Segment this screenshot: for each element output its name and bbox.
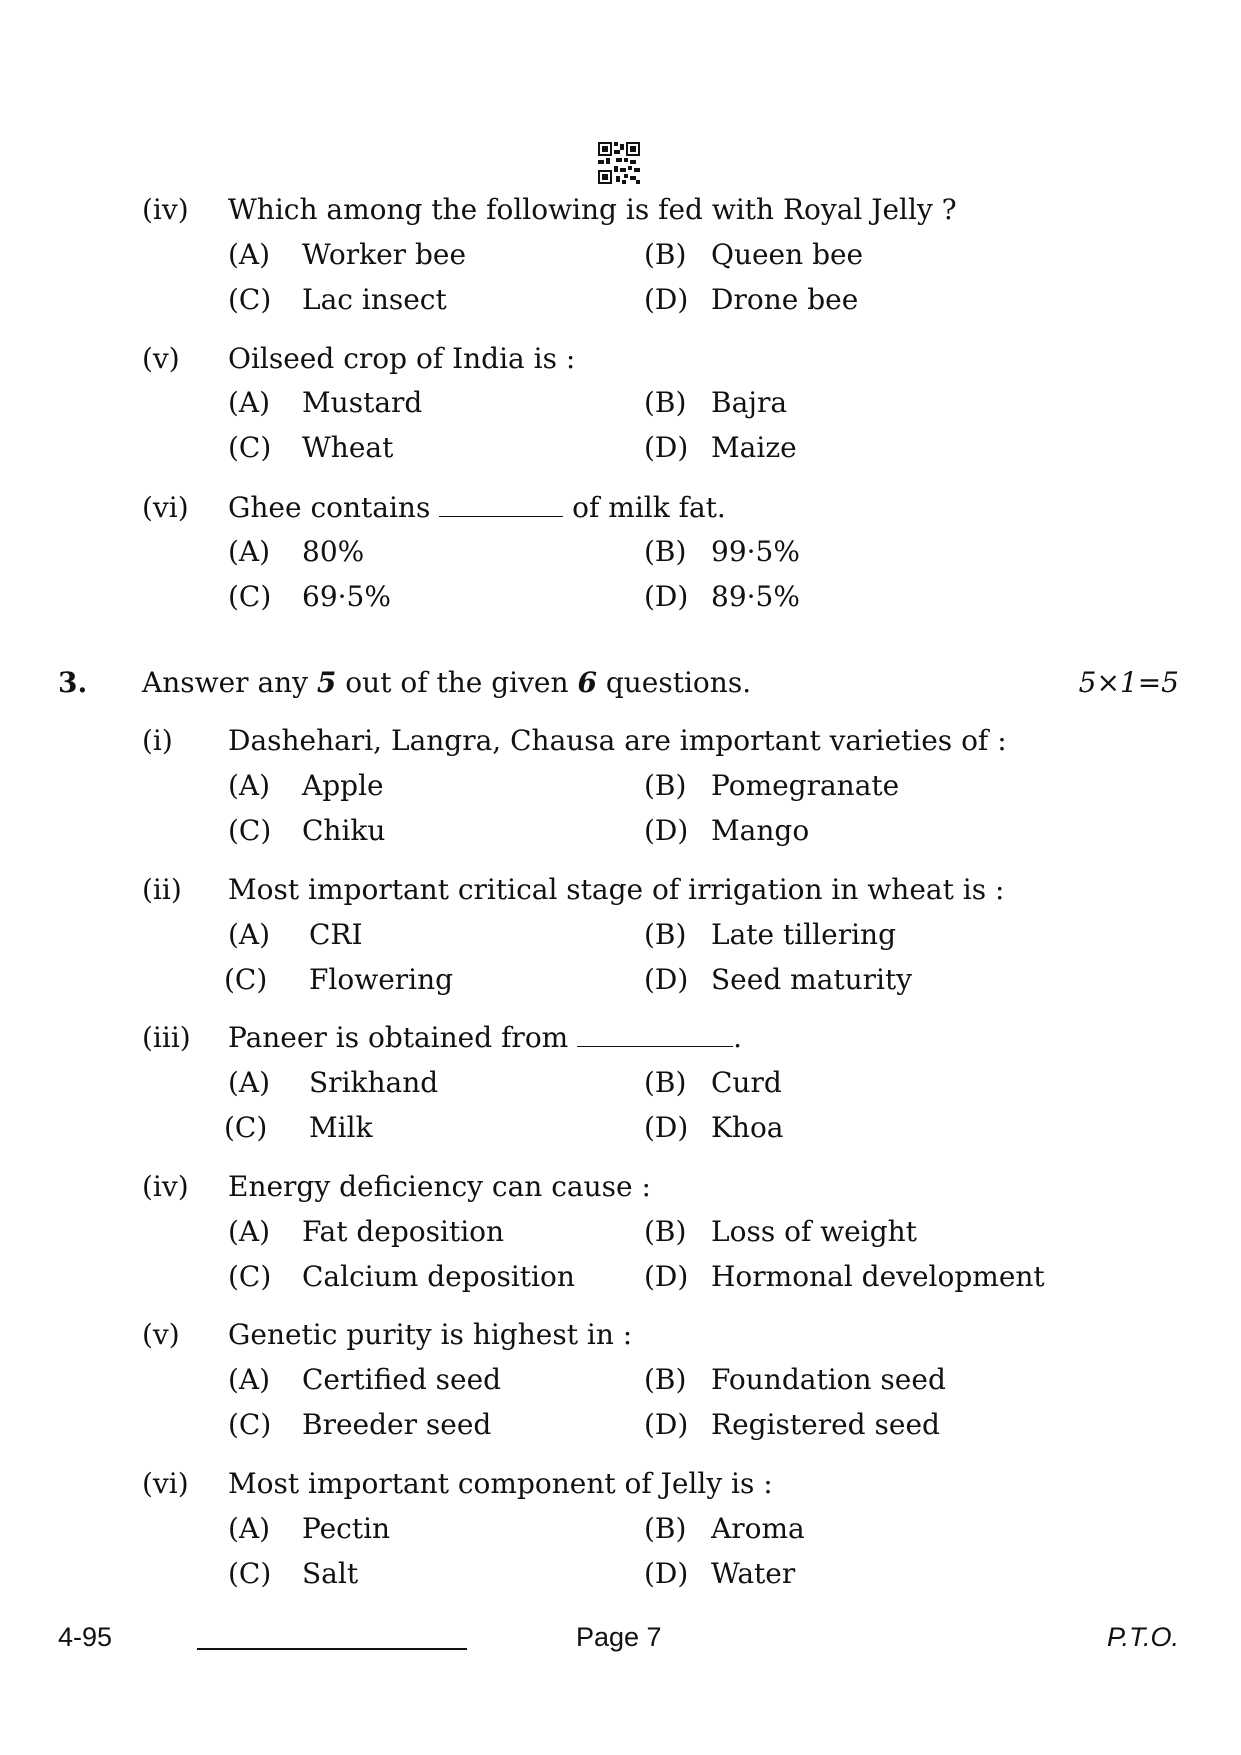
option-label: (A) [228,535,271,568]
option-text: Calcium deposition [302,1260,575,1293]
footer-divider [197,1648,467,1650]
question-number: (v) [142,1318,180,1351]
option-text: 99·5% [711,535,800,568]
answer-blank [577,1021,733,1047]
question-text: Most important component of Jelly is : [228,1467,773,1500]
option-text: Foundation seed [711,1363,946,1396]
question-number: (v) [142,342,180,375]
question-number: (iii) [142,1021,191,1054]
option-text: Milk [309,1111,373,1144]
option-label: (D) [644,963,689,996]
option-text: Worker bee [302,238,467,271]
question-text-before: Paneer is obtained from [228,1021,569,1055]
marks-part: 1=5 [1119,666,1179,699]
marks-part: 5 [1078,666,1097,699]
option-label: (A) [228,238,271,271]
question-text: Oilseed crop of India is : [228,342,576,375]
question-text [228,491,726,524]
option-label: (D) [644,431,689,464]
option-label: (A) [228,918,271,951]
option-label: (C) [228,1408,272,1441]
option-text: Srikhand [309,1066,439,1099]
option-label: (C) [228,283,272,316]
option-label: (A) [228,1215,271,1248]
option-text: Curd [711,1066,782,1099]
page-number: Page 7 [576,1622,662,1652]
option-label: (A) [228,1066,271,1099]
option-text: Salt [302,1557,359,1590]
paper-code: 4-95 [58,1622,113,1652]
option-label: (B) [644,918,687,951]
option-label: (D) [644,283,689,316]
option-label: (C) [228,814,272,847]
question-text-after: . [733,1021,743,1055]
question-text: Which among the following is fed with Royal Jelly ? [228,193,957,226]
option-label: (D) [644,814,689,847]
option-label: (C) [228,431,272,464]
option-text: Queen bee [711,238,864,271]
question-number: (vi) [142,1467,189,1500]
option-text: Hormonal development [711,1260,1045,1293]
option-text: Drone bee [711,283,859,316]
option-label: (B) [644,769,687,802]
option-label: (B) [644,386,687,419]
option-text: Khoa [711,1111,784,1144]
option-text: Aroma [711,1512,805,1545]
section-marks [1079,666,1179,699]
question-text-after: of milk fat. [572,491,726,525]
option-text: Certified seed [302,1363,502,1396]
option-label: (B) [644,1066,687,1099]
option-label: (A) [228,1512,271,1545]
instr-part: Answer any [142,666,308,699]
option-text: Wheat [302,431,394,464]
pto-label: P.T.O. [1106,1622,1179,1652]
option-label: (D) [644,1408,689,1441]
instr-count: 5 [316,666,337,699]
option-text: Bajra [711,386,788,419]
option-text: Lac insect [302,283,447,316]
option-text: Mustard [302,386,423,419]
option-label: (B) [644,1363,687,1396]
option-label: (D) [644,1260,689,1293]
option-label: (C) [224,963,268,996]
option-label: (C) [228,580,272,613]
option-label: (A) [228,1363,271,1396]
question-text: Genetic purity is highest in : [228,1318,633,1351]
option-label: (D) [644,580,689,613]
question-number: (i) [142,724,173,757]
question-text: Most important critical stage of irrigation in wheat is : [228,873,1005,906]
option-text: Loss of weight [711,1215,917,1248]
option-text: Registered seed [711,1408,940,1441]
option-label: (A) [228,769,271,802]
option-text: 69·5% [302,580,391,613]
option-text: Flowering [309,963,454,996]
question-text [228,1021,742,1054]
question-text-before: Ghee contains [228,491,431,525]
option-text: 89·5% [711,580,800,613]
option-text: Pectin [302,1512,391,1545]
option-text: Late tillering [711,918,896,951]
option-text: 80% [302,535,365,568]
question-number: (ii) [142,873,182,906]
option-text: Apple [302,769,384,802]
option-text: Mango [711,814,810,847]
option-label: (D) [644,1557,689,1590]
marks-times: × [1096,666,1120,699]
option-label: (B) [644,1215,687,1248]
option-label: (B) [644,1512,687,1545]
option-label: (B) [644,535,687,568]
option-text: CRI [309,918,363,951]
question-text: Energy deficiency can cause : [228,1170,651,1203]
instr-part: questions. [605,666,752,699]
option-label: (D) [644,1111,689,1144]
question-number: (iv) [142,1170,189,1203]
option-text: Maize [711,431,797,464]
instr-part: out of the given [345,666,569,699]
option-text: Breeder seed [302,1408,492,1441]
option-label: (B) [644,238,687,271]
option-text: Chiku [302,814,386,847]
section-instructions [142,666,751,699]
question-text: Dashehari, Langra, Chausa are important varieties of : [228,724,1007,757]
option-label: (C) [224,1111,268,1144]
option-text: Fat deposition [302,1215,505,1248]
option-label: (A) [228,386,271,419]
instr-total: 6 [577,666,597,699]
option-text: Pomegranate [711,769,900,802]
option-text: Water [711,1557,796,1590]
qr-code-icon [598,142,640,184]
option-label: (C) [228,1557,272,1590]
option-text: Seed maturity [711,963,913,996]
question-number: (vi) [142,491,189,524]
question-number: (iv) [142,193,189,226]
answer-blank [439,491,563,517]
section-number: 3. [58,666,88,699]
option-label: (C) [228,1260,272,1293]
